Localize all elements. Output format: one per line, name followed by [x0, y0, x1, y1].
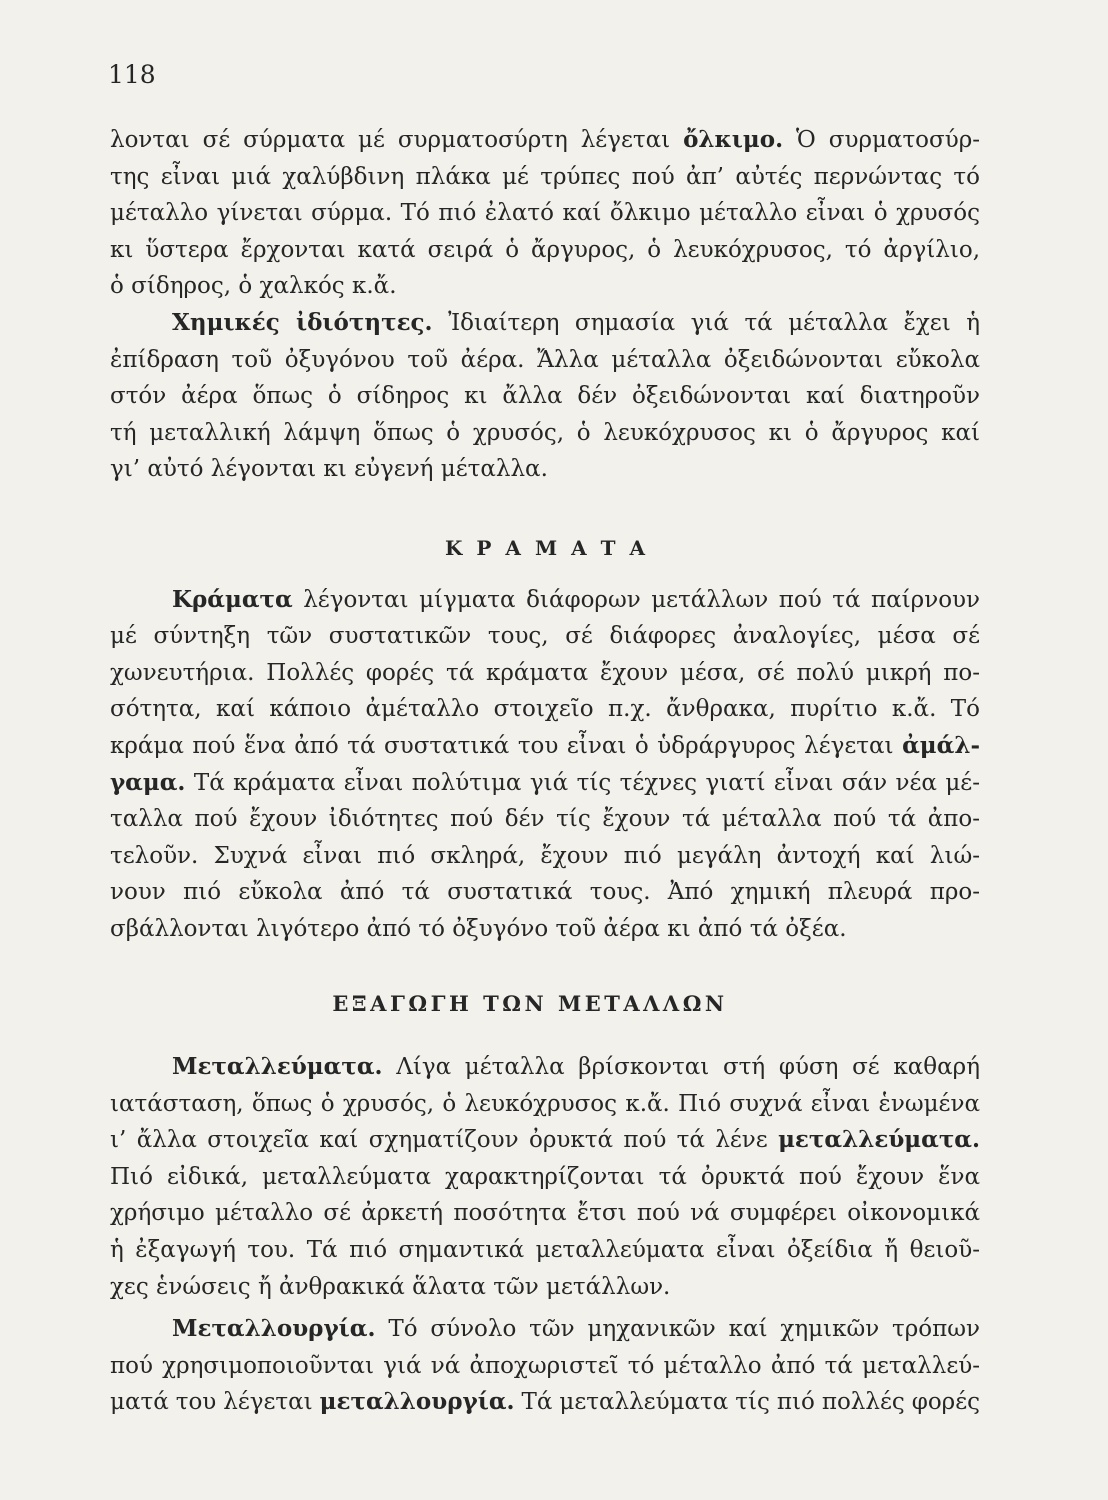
text-line	[110, 415, 980, 452]
line-text	[110, 916, 847, 942]
text-line	[110, 451, 980, 488]
text-run: Λίγα μέταλλα βρίσκονται στή φύση σέ καθαρή	[382, 1054, 980, 1081]
text-line	[110, 1159, 980, 1196]
text-run: στόν ἀέρα ὅπως ὁ σίδηρος κι ἄλλα δέν ὀξειδώνονται καί διατηροῦν	[110, 383, 980, 410]
line-text	[110, 843, 980, 869]
section-heading: ΕΞΑΓΩΓΗ ΤΩΝ ΜΕΤΑΛΛΩΝ	[332, 991, 728, 1017]
text-line	[110, 195, 980, 232]
line-text	[110, 383, 980, 409]
text-run: Πιό εἰδικά, μεταλλεύματα χαρακτηρίζονται τά ὀρυκτά πού ἔχουν ἕνα	[110, 1163, 980, 1190]
text-run: μέ σύντηξη τῶν συστατικῶν τους, σέ διάφορες ἀναλογίες, μέσα σέ	[110, 623, 980, 650]
section-heading: ΚΡΑΜΑΤΑ	[445, 535, 659, 560]
text-line	[110, 1269, 980, 1306]
line-text	[110, 200, 980, 226]
text-line	[110, 1122, 980, 1159]
line-text	[172, 1316, 980, 1342]
text-line	[110, 1232, 980, 1269]
line-text	[110, 1237, 980, 1263]
line-text	[110, 660, 980, 686]
line-text	[110, 696, 980, 722]
bold-term: ἀμάλ-	[902, 731, 980, 759]
line-text	[172, 1054, 980, 1080]
text-line	[110, 1384, 980, 1421]
paragraph	[110, 305, 980, 488]
text-line	[110, 159, 980, 196]
line-text	[110, 733, 980, 759]
line-text	[110, 420, 980, 446]
text-run: χες ἑνώσεις ἤ ἀνθρακικά ἅλατα τῶν μετάλλων.	[110, 1273, 671, 1300]
text-line	[110, 232, 980, 269]
line-text	[110, 1353, 980, 1379]
text-run: Τά μεταλλεύματα τίς πιό πολλές φορές	[514, 1389, 981, 1416]
page-number: 118	[108, 60, 156, 89]
text-line	[172, 582, 980, 619]
text-line	[110, 1086, 980, 1123]
bold-term: Χημικές ἰδιότητες.	[172, 308, 433, 336]
text-run: νουν πιό εὔκολα ἀπό τά συστατικά τους. Ἀπό χημική πλευρά προ-	[110, 879, 980, 906]
text-run: πού χρησιμοποιοῦνται γιά νά ἀποχωριστεῖ τό μέταλλο ἀπό τά μεταλλεύ-	[110, 1352, 980, 1379]
text-run: ματά του λέγεται	[110, 1389, 320, 1416]
line-text	[110, 879, 980, 905]
text-run: Ἰδιαίτερη σημασία γιά τά μέταλλα ἔχει ἡ	[432, 309, 981, 336]
text-line	[110, 342, 980, 379]
text-line	[172, 305, 980, 342]
text-line	[110, 655, 980, 692]
line-text	[110, 806, 980, 832]
text-line	[110, 728, 980, 765]
line-text	[110, 1274, 670, 1300]
text-run: κι ὕστερα ἔρχονται κατά σειρά ὁ ἄργυρος, ὁ λευκόχρυσος, τό ἀργίλιο,	[110, 236, 980, 263]
text-run: ι’ ἄλλα στοιχεῖα καί σχηματίζουν ὀρυκτά πού τά λένε	[110, 1127, 779, 1154]
line-text	[110, 1127, 980, 1153]
text-run: Τό σύνολο τῶν μηχανικῶν καί χημικῶν τρόπων	[375, 1316, 980, 1343]
text-line	[172, 1311, 980, 1348]
text-run: λονται σέ σύρματα μέ συρματοσύρτη λέγεται	[110, 127, 684, 153]
bold-term: γαμα.	[110, 768, 186, 796]
line-text	[110, 770, 980, 796]
paragraph	[110, 122, 980, 305]
text-run: ἐπίδραση τοῦ ὀξυγόνου τοῦ ἀέρα. Ἄλλα μέταλλα ὀξειδώνονται εὔκολα	[110, 346, 980, 373]
text-line	[110, 268, 980, 305]
text-line	[110, 691, 980, 728]
text-run: Τά κράματα εἶναι πολύτιμα γιά τίς τέχνες γιατί εἶναι σάν νέα μέ-	[185, 769, 980, 796]
bold-term: Κράματα	[172, 585, 293, 613]
text-run: γι’ αὐτό λέγονται κι εὐγενή μέταλλα.	[110, 456, 548, 483]
line-text	[110, 1164, 980, 1190]
text-run: τή μεταλλική λάμψη ὅπως ὁ χρυσός, ὁ λευκόχρυσος κι ὁ ἄργυρος καί	[110, 419, 980, 446]
bold-term: ὄλκιμο.	[683, 126, 784, 153]
text-line	[110, 378, 980, 415]
line-text	[110, 237, 980, 263]
text-run: ὁ σίδηρος, ὁ χαλκός κ.ἄ.	[110, 273, 397, 300]
text-run: μέταλλο γίνεται σύρμα. Τό πιό ἐλατό καί ὄλκιμο μέταλλο εἶναι ὁ χρυσός	[110, 200, 980, 227]
line-text	[110, 1389, 980, 1415]
text-line	[110, 1348, 980, 1385]
text-line	[110, 765, 980, 802]
line-text	[110, 273, 397, 299]
text-line	[110, 874, 980, 911]
line-text	[172, 310, 980, 336]
text-run: σότητα, καί κάποιο ἀμέταλλο στοιχεῖο π.χ. ἄνθρακα, πυρίτιο κ.ἄ. Τό	[110, 696, 980, 723]
line-text	[110, 164, 980, 190]
text-body	[110, 122, 980, 1421]
line-text	[110, 127, 980, 153]
text-run: ἡ ἐξαγωγή του. Τά πιό σημαντικά μεταλλεύματα εἶναι ὀξείδια ἤ θειοῦ-	[110, 1237, 980, 1264]
text-run: χωνευτήρια. Πολλές φορές τά κράματα ἔχουν μέσα, σέ πολύ μικρή πο-	[110, 659, 980, 686]
text-line	[110, 801, 980, 838]
text-line	[110, 122, 980, 159]
text-run: Ὁ συρματοσύρ-	[783, 127, 980, 153]
text-run: κράμα πού ἕνα ἀπό τά συστατικά του εἶναι ὁ ὑδράργυρος λέγεται	[110, 732, 903, 759]
bold-term: μεταλλουργία.	[319, 1388, 515, 1416]
bold-term: μεταλλεύματα.	[778, 1126, 980, 1154]
line-text	[172, 587, 980, 613]
text-run: της εἶναι μιά χαλύβδινη πλάκα μέ τρύπες πού ἀπ’ αὐτές περνώντας τό	[110, 163, 980, 190]
line-text	[110, 1200, 980, 1226]
bold-term: Μεταλλεύματα.	[172, 1053, 383, 1081]
text-run: ταλλα πού ἔχουν ἰδιότητες πού δέν τίς ἔχουν τά μέταλλα πού τά ἀπο-	[110, 806, 980, 833]
text-line	[110, 1195, 980, 1232]
text-run: λέγονται μίγματα διάφορων μετάλλων πού τά παίρνουν	[292, 586, 980, 613]
line-text	[110, 347, 980, 373]
text-run: τελοῦν. Συχνά εἶναι πιό σκληρά, ἔχουν πιό μεγάλη ἀντοχή καί λιώ-	[110, 842, 980, 869]
text-line	[110, 911, 980, 948]
text-line	[110, 838, 980, 875]
line-text	[110, 623, 980, 649]
paragraph	[110, 582, 980, 948]
line-text	[110, 456, 548, 482]
text-line	[172, 1049, 980, 1086]
text-line	[110, 618, 980, 655]
bold-term: Μεταλλουργία.	[172, 1315, 376, 1343]
text-run: χρήσιμο μέταλλο σέ ἀρκετή ποσότητα ἔτσι πού νά συμφέρει οἰκονομικά	[110, 1200, 980, 1227]
paragraph	[110, 1311, 980, 1421]
text-run: σβάλλονται λιγότερο ἀπό τό ὀξυγόνο τοῦ ἀέρα κι ἀπό τά ὀξέα.	[110, 915, 847, 942]
paragraph	[110, 1049, 980, 1305]
line-text	[110, 1091, 980, 1117]
text-run: ιατάσταση, ὅπως ὁ χρυσός, ὁ λευκόχρυσος κ.ἄ. Πιό συχνά εἶναι ἑνωμένα	[110, 1090, 980, 1117]
